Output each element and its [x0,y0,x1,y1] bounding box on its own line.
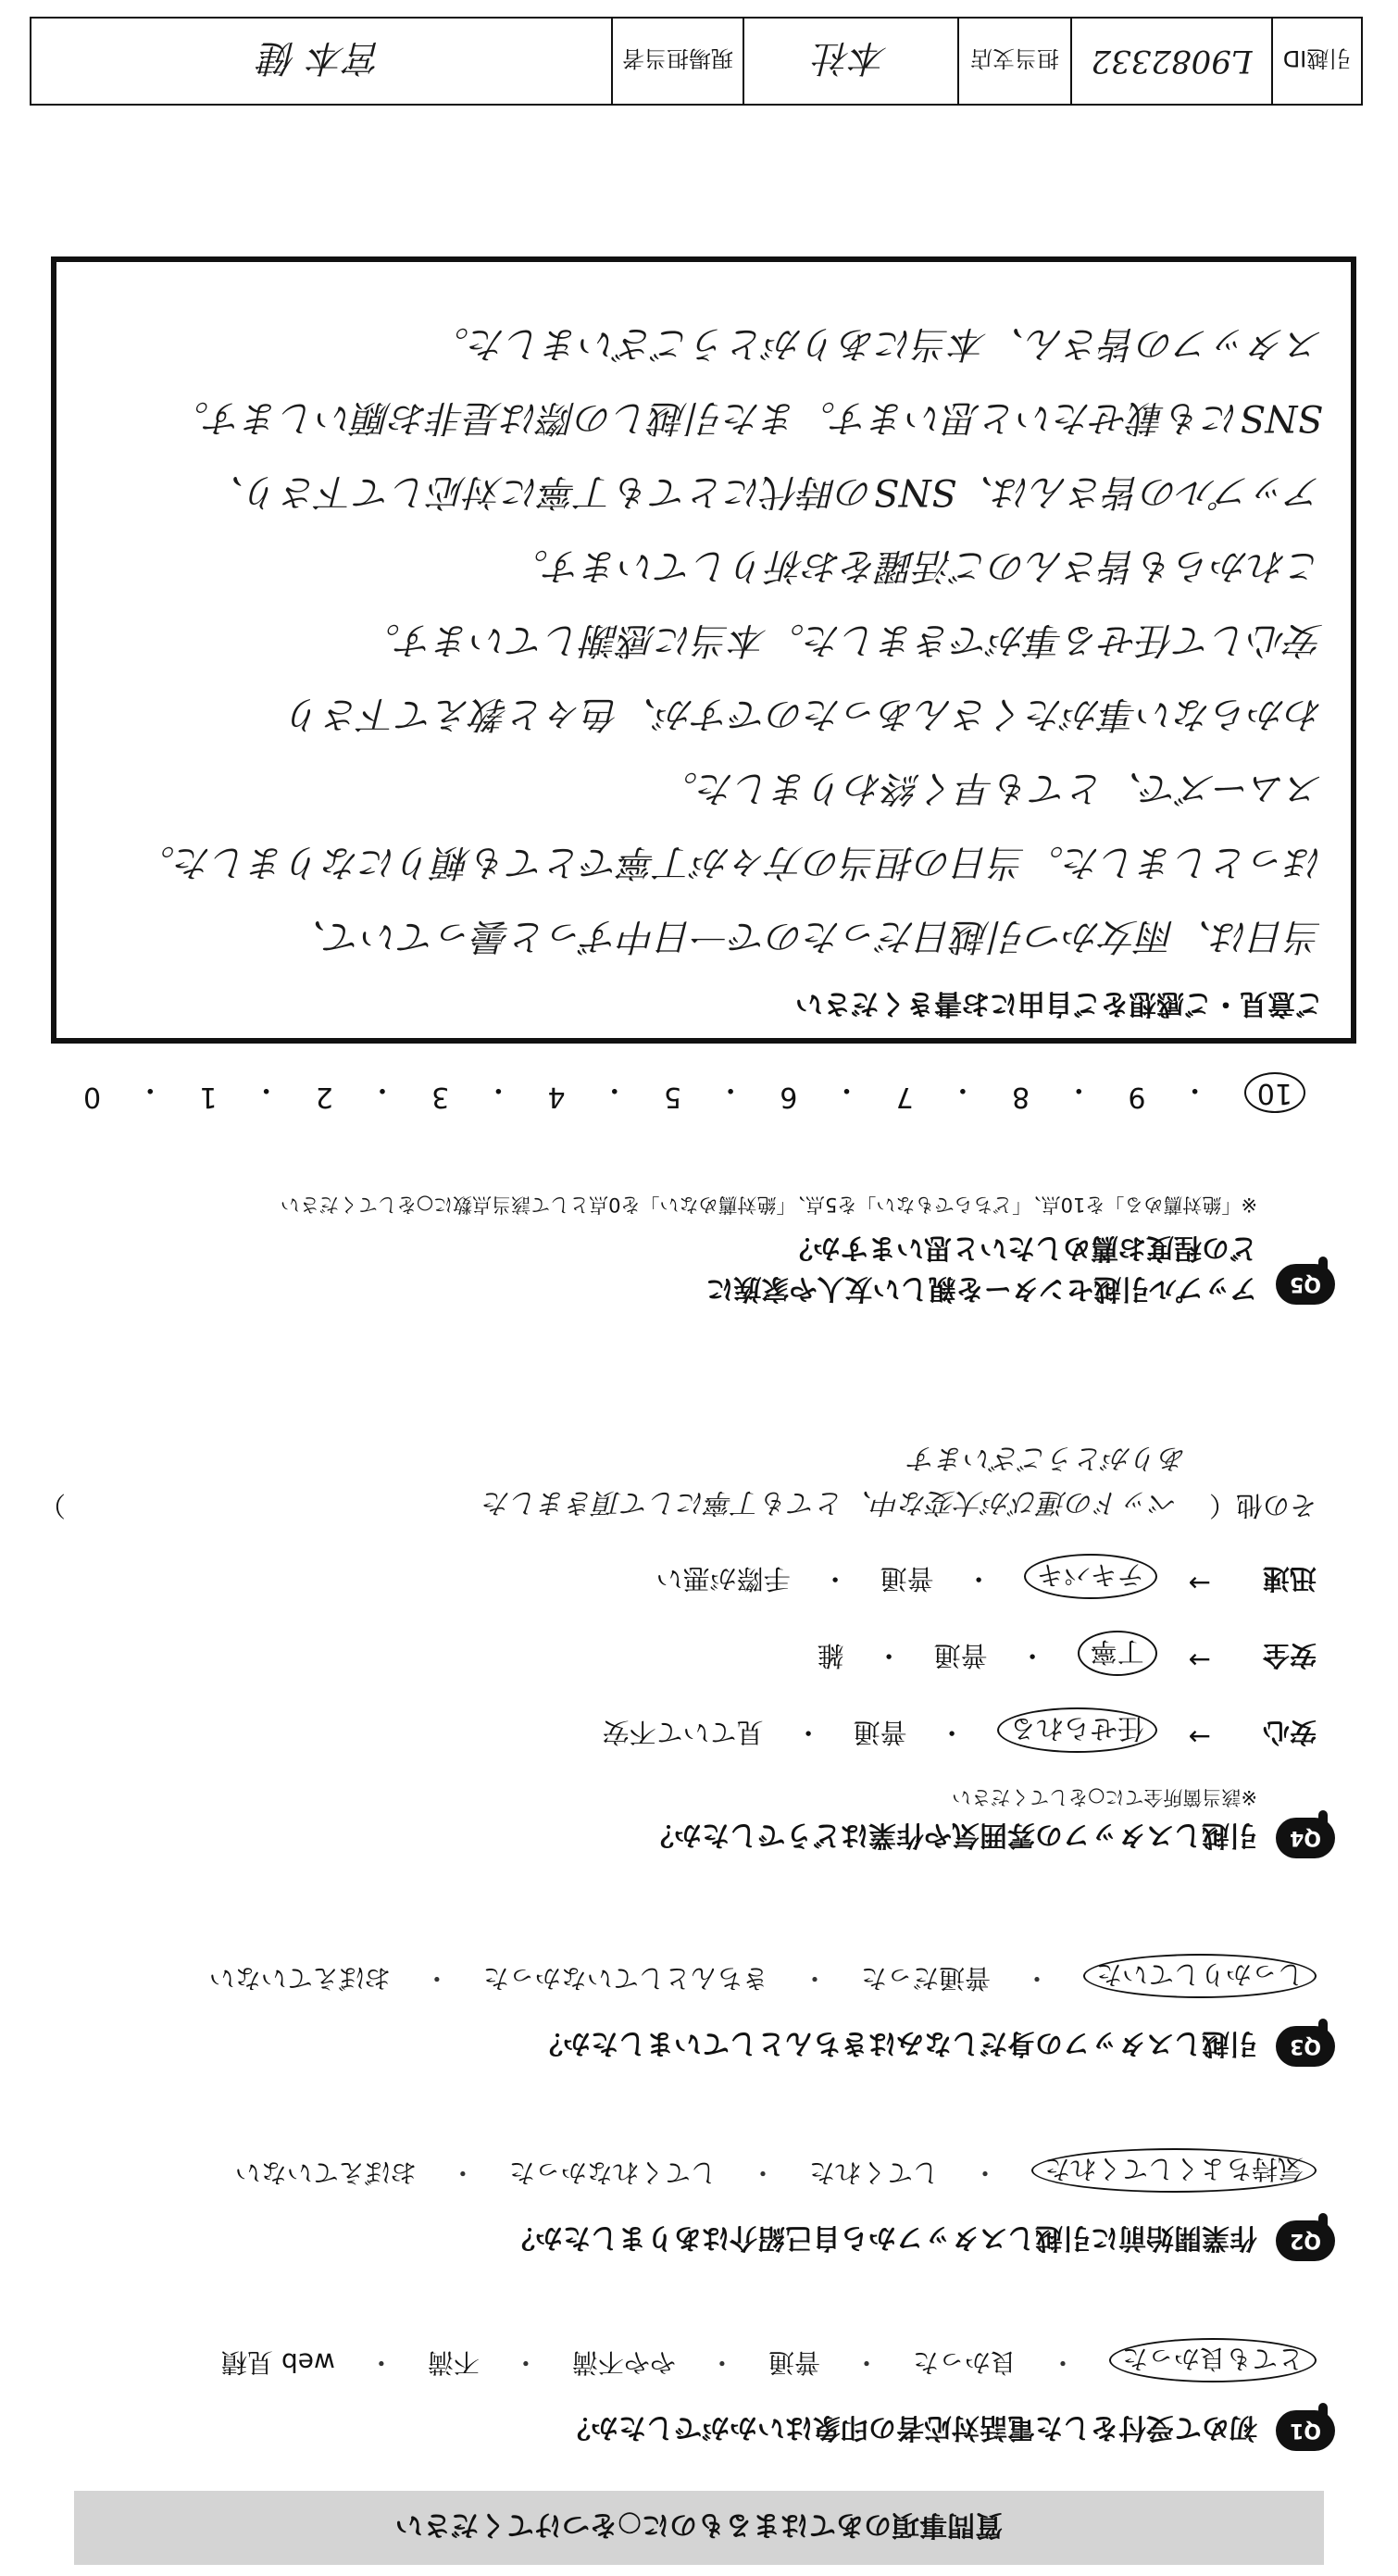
q2-option-1[interactable]: 気持ちよくしてくれた [1031,2148,1317,2193]
comment-line: SNSにも載せたいと思います。また引越しの際は是非お願いします。 [171,396,1323,439]
q5-text-line-1: アップル引越センターを親しい友人や家族に [705,1272,1257,1305]
q4-other-row [39,1485,1317,1526]
comment-box[interactable] [51,256,1356,1044]
q4-row3-option-c[interactable]: 手際が悪い [655,1563,791,1594]
q1-option-4[interactable]: やや不満 [571,2347,676,2378]
q4-other-close: ） [39,1490,67,1521]
instructions-banner: 質問事項のあてはまるものに○をつけてください [74,2491,1324,2565]
scale-point[interactable]: 4 [547,1081,566,1113]
q1-badge: Q1 [1276,2410,1335,2451]
comment-line: ほっとしました。当日の担当の方々が丁寧でとても頼りになりました。 [138,841,1323,883]
q4-other-handwriting-2: ありがとうございます [909,1442,1187,1474]
comment-line: スムーズで、とても早く終わりました。 [660,767,1323,809]
q4-badge: Q4 [1276,1818,1335,1858]
q2-badge: Q2 [1276,2220,1335,2261]
q4-row-anshin: 安心 → 任せられる ・ 普通 ・ 見ていて不安 [39,1707,1317,1753]
q3-text: 引越しスタッフの身だしなみはきちんとしていましたか？ [535,2027,1257,2059]
q4-row-label: 迅速 [1262,1563,1317,1594]
q4-other-handwriting[interactable]: ベッドの運びが大変な中、とても丁寧にして頂きました [482,1486,1178,1519]
q5-text-line-2: どの程度お薦めしたいと思いますか？ [785,1232,1257,1264]
comment-line: スタッフの皆さん、本当にありがとうございました。 [431,322,1323,365]
branch-value[interactable]: 本社 [744,19,959,104]
q4-row3-option-b[interactable]: 普通 [880,1563,934,1594]
q4-row-anzen: 安全 → 丁寧 ・ 普通 ・ 雑 [39,1631,1317,1676]
manager-label: 現場担当者 [613,19,744,104]
scale-point[interactable]: 7 [895,1081,914,1113]
q4-other-label: その他（ [1208,1490,1317,1521]
move-id-label: 引越ID [1282,45,1352,72]
q2-option-3[interactable]: してくれなかった [508,2157,717,2188]
q2-option-4[interactable]: おぼえていない [234,2157,417,2188]
q1-text: 初めて受付をした電話対応者の印象はいかがでしたか？ [563,2411,1257,2444]
q1-option-1[interactable]: とても良かった [1109,2338,1317,2382]
q2-option-2[interactable]: してくれた [808,2157,939,2188]
comment-line: アップルの皆さんは、SNSの時代にとても丁寧に対応して下さり、 [206,470,1323,513]
q4-row1-option-b[interactable]: 普通 [853,1717,907,1748]
q3-option-1[interactable]: しっかりしていた [1083,1954,1317,1998]
scale-point[interactable]: 3 [431,1081,450,1113]
comment-line: これからも皆さんのご活躍をお祈りしています。 [511,544,1323,587]
question-3: Q3 引越しスタッフの身だしなみはきちんとしていましたか？ しっかりしていた ・ 普通だった ・ きちんとしていなかった ・ おぼえていない [39,1954,1335,2067]
scale-point[interactable]: 8 [1012,1081,1030,1113]
q4-row1-option-c[interactable]: 見ていて不安 [602,1717,764,1748]
q1-option-3[interactable]: 普通 [768,2347,820,2378]
q4-note: ※該当箇所全てに○をしてください [952,1786,1257,1808]
q2-text: 作業開始前に引越しスタッフから自己紹介はありましたか？ [507,2221,1257,2254]
scale-point[interactable]: 10 [1244,1072,1305,1113]
q4-row2-option-b[interactable]: 普通 [933,1640,988,1671]
comment-line: 当日は、雨女かつ引越日だったので一日中ずっと曇っていて、 [289,915,1323,957]
q1-option-5[interactable]: 不満 [427,2347,480,2378]
q4-text: 引越しスタッフの雰囲気や作業はどうでしたか？ [646,1819,1257,1851]
recommend-scale: 10 ・ 9 ・ 8 ・ 7 ・ 6 ・ 5 ・ 4 ・ 3 ・ 2 ・ 1 ・ 0 [83,1072,1305,1113]
branch-label: 担当支店 [959,19,1072,104]
scale-point[interactable]: 6 [780,1081,798,1113]
q1-option-2[interactable]: 良かった [912,2347,1017,2378]
q4-row2-option-c[interactable]: 雑 [817,1640,844,1671]
comment-line: わからない事がたくさんあったのですが、色々と教えて下さり [286,693,1323,735]
q4-row-label: 安全 [1262,1640,1317,1671]
scale-point[interactable]: 9 [1128,1081,1146,1113]
q4-row1-option-a[interactable]: 任せられる [997,1707,1157,1753]
q4-row2-option-a[interactable]: 丁寧 [1078,1631,1157,1676]
q5-note: ※「絶対薦める」を10点、「どちらでもない」を5点、「絶対薦めない」を0点として該当点数に○をしてください [280,1194,1257,1216]
question-2: Q2 作業開始前に引越しスタッフから自己紹介はありましたか？ 気持ちよくしてくれた ・ してくれた ・ してくれなかった ・ おぼえていない [39,2148,1335,2261]
q3-badge: Q3 [1276,2026,1335,2067]
q3-option-4[interactable]: おぼえていない [208,1963,391,1994]
q3-option-2[interactable]: 普通だった [860,1963,991,1994]
q4-row-jinsoku: 迅速 → テキパキ ・ 普通 ・ 手際が悪い [39,1554,1317,1599]
q4-row-label: 安心 [1262,1717,1317,1748]
scale-point[interactable]: 1 [199,1081,218,1113]
q5-badge: Q5 [1276,1264,1335,1305]
question-1: Q1 初めて受付をした電話対応者の印象はいかがでしたか？ とても良かった ・ 良かった ・ 普通 ・ やや不満 ・ 不満 ・ web 見積 [39,2338,1335,2451]
q3-option-3[interactable]: きちんとしていなかった [482,1963,768,1994]
question-5 [39,1192,1335,1312]
scale-point[interactable]: 2 [315,1081,333,1113]
comment-title: ご意見・ご感想をご自由にお書きください [795,987,1323,1019]
q1-option-6[interactable]: web 見積 [221,2347,335,2378]
staff-id-table [30,17,1363,106]
comment-line: 安心して任せる事ができました。本当に感謝しています。 [363,619,1323,661]
move-id-value[interactable]: L9082332 [1072,19,1273,104]
question-4 [39,1441,1335,1858]
q4-row3-option-a[interactable]: テキパキ [1024,1554,1157,1599]
scale-point[interactable]: 5 [663,1081,682,1113]
manager-value[interactable]: 宮本 健 [31,19,613,104]
scale-point[interactable]: 0 [83,1081,102,1113]
